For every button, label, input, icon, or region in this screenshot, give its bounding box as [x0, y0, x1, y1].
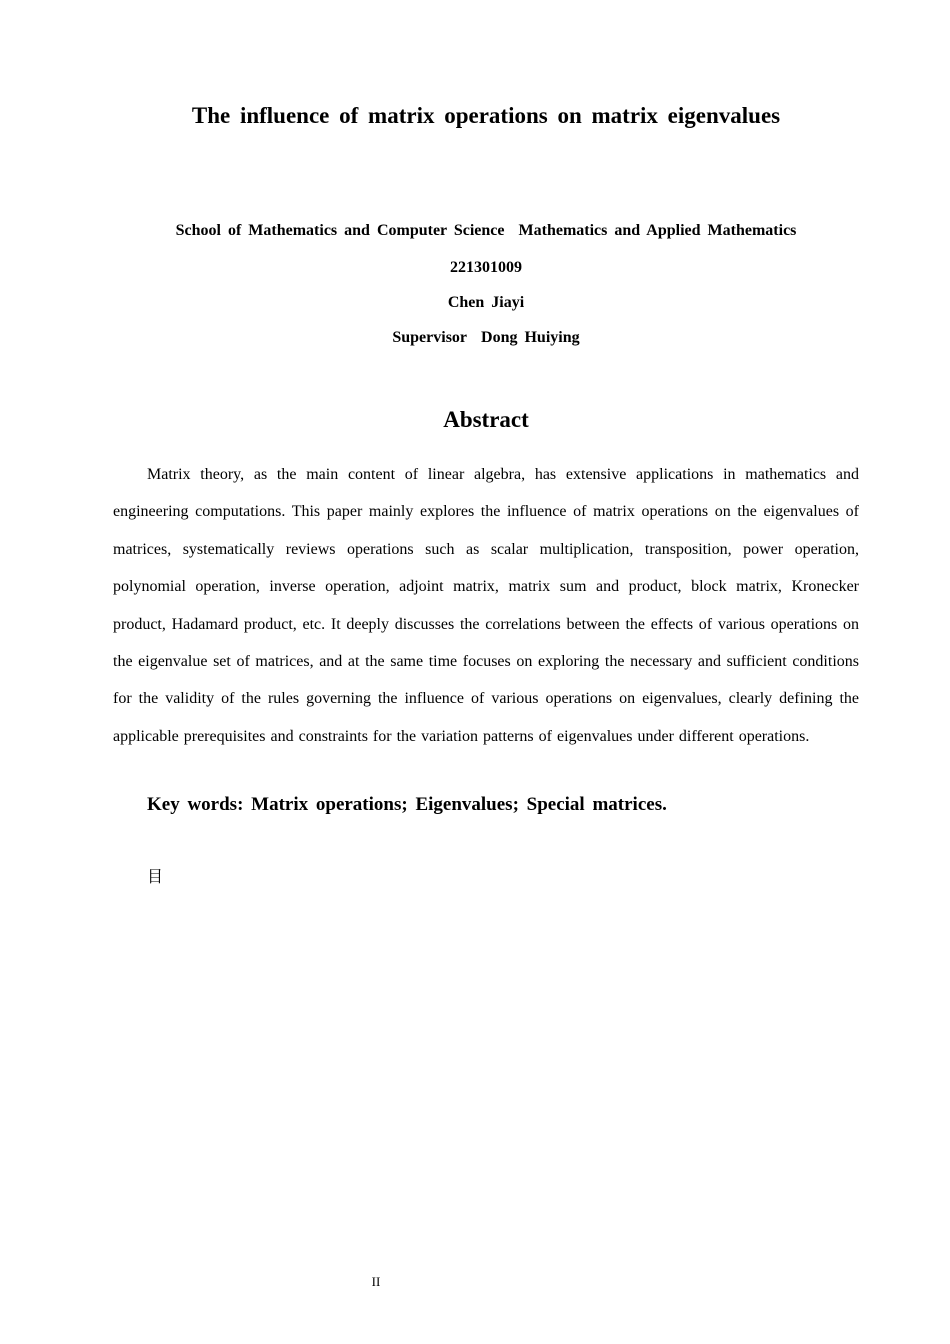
- supervisor-name: Dong Huiying: [481, 329, 580, 346]
- abstract-body: Matrix theory, as the main content of linear algebra, has extensive applications in mathematics and engineering computations. This paper mainly explores the influence of matrix operations on the eigenvalues of matrices, systematically reviews operations such as scalar multiplication, transposition, power operation, polynomial operation, inverse operation, adjoint matrix, matrix sum and product, block matrix, Kronecker product, Hadamard product, etc. It deeply discusses the correlations between the effects of various operations on the eigenvalue set of matrices, and at the same time focuses on exploring the necessary and sufficient conditions for the validity of the rules governing the influence of various operations on eigenvalues, clearly defining the applicable prerequisites and constraints for the variation patterns of eigenvalues under different operations.: [113, 466, 859, 745]
- abstract-heading: Abstract: [443, 407, 529, 432]
- toc-heading-fragment: 目: [147, 867, 164, 886]
- supervisor-line: [113, 327, 859, 349]
- keywords-line: Key words: Matrix operations; Eigenvalues; Special matrices.: [147, 794, 667, 815]
- page-number: II: [371, 1274, 381, 1289]
- student-id: 221301009: [450, 259, 522, 276]
- supervisor-label: Supervisor: [392, 329, 468, 346]
- paper-title: The influence of matrix operations on matrix eigenvalues: [191, 103, 781, 128]
- school-name: School of Mathematics and Computer Science: [175, 222, 505, 239]
- school-major-line: [113, 220, 859, 242]
- major-name: Mathematics and Applied Mathematics: [518, 222, 797, 239]
- author-name: Chen Jiayi: [447, 294, 525, 311]
